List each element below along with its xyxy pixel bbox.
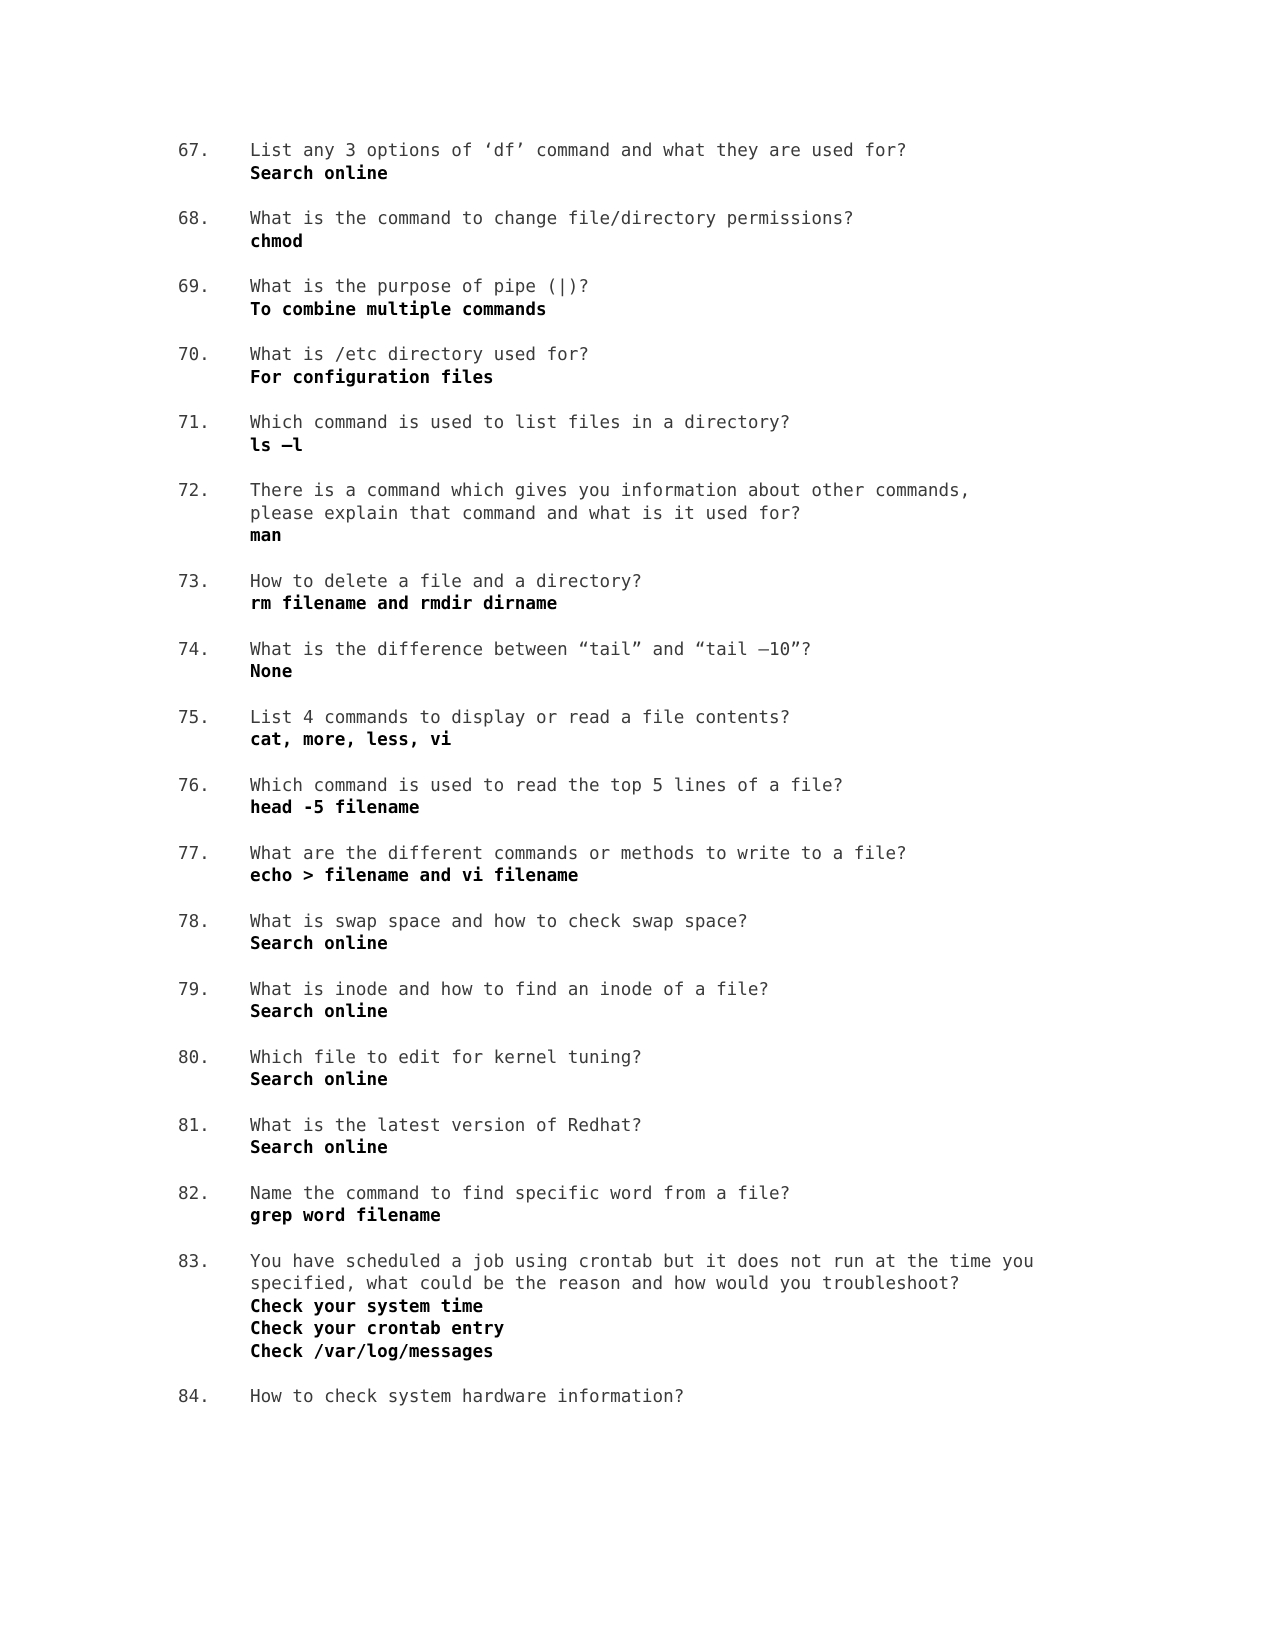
answer-line: rm filename and rmdir dirname [250,594,558,614]
answer-line: For configuration files [250,367,494,388]
qa-item [178,843,1125,888]
question-number: 73. [178,571,210,592]
qa-item [178,571,1125,616]
answer-block [250,661,1125,684]
question-number: 72. [178,481,210,501]
question-text: What is the purpose of pipe (|)? [250,277,589,297]
question-text: How to check system hardware information? [250,1387,685,1407]
question-number: 79. [178,979,210,1000]
answer-line: cat, more, less, vi [250,730,452,750]
answer-line: Search online [250,1070,388,1090]
question-number: 81. [178,1115,210,1136]
answer-block [250,367,1125,390]
qa-item [178,979,1125,1024]
question-text: List any 3 options of ‘df’ command and what they are used for? [250,141,907,161]
qa-item [178,1183,1125,1228]
answer-block [250,525,1125,548]
answer-block [250,593,1125,616]
answer-line: ls –l [250,435,303,456]
question-number: 77. [178,843,210,864]
answer-line: None [250,662,293,682]
answer-block [250,1069,1125,1092]
answer-line: Search online [250,1138,388,1158]
qa-item [178,480,1125,548]
question-number: 83. [178,1251,210,1272]
answer-block [250,933,1125,956]
question-number: 67. [178,141,210,161]
answer-line: Search online [250,1002,388,1022]
question-text: What is the difference between “tail” and “tail –10”? [250,639,812,660]
answer-block [250,865,1125,888]
answer-line: chmod [250,231,303,252]
answer-line: Search online [250,934,388,954]
question-number: 74. [178,639,210,660]
question-number: 71. [178,413,210,433]
question-number: 76. [178,775,210,796]
qa-item [178,639,1125,684]
answer-block [250,729,1125,752]
answer-line: Check your crontab entry [250,1319,505,1339]
answer-line: man [250,526,282,546]
question-text: Name the command to find specific word from a file? [250,1183,791,1204]
answer-block [250,797,1125,820]
question-number: 82. [178,1183,210,1204]
qa-item [178,707,1125,752]
qa-item [178,344,1125,389]
question-text: Which file to edit for kernel tuning? [250,1047,642,1068]
answer-line: To combine multiple commands [250,299,547,320]
question-text: Which command is used to read the top 5 lines of a file? [250,775,844,796]
question-text: What is the latest version of Redhat? [250,1115,642,1136]
answer-line: head -5 filename [250,798,420,818]
question-number: 75. [178,707,210,728]
answer-line: grep word filename [250,1206,441,1226]
question-text: Which command is used to list files in a directory? [250,413,791,433]
qa-item [178,1115,1125,1160]
answer-block [250,231,1125,254]
question-text: How to delete a file and a directory? [250,571,642,592]
question-text: You have scheduled a job using crontab but it does not run at the time you specified, what could be the reason and how would you troubleshoot? [250,1251,1045,1294]
qa-item [178,276,1125,321]
qa-item [178,208,1125,253]
answer-block [250,1296,1125,1364]
answer-block [250,1001,1125,1024]
answer-block [250,299,1125,322]
question-answer-list [178,140,1125,1409]
question-number: 68. [178,209,210,229]
question-text: There is a command which gives you information about other commands, please explain that command and what is it used for? [250,481,981,524]
qa-item [178,140,1125,185]
qa-item [178,911,1125,956]
qa-item [178,1047,1125,1092]
answer-line: Check your system time [250,1296,484,1317]
answer-line: Search online [250,163,388,184]
question-number: 80. [178,1047,210,1068]
answer-block [250,1137,1125,1160]
question-number: 69. [178,277,210,297]
answer-line: echo > filename and vi filename [250,866,579,886]
question-text: What is /etc directory used for? [250,345,589,365]
question-number: 70. [178,345,210,365]
qa-item [178,775,1125,820]
question-text: What is swap space and how to check swap space? [250,911,748,932]
answer-line: Check /var/log/messages [250,1341,494,1362]
qa-item [178,1251,1125,1364]
qa-item [178,1386,1125,1409]
answer-block [250,1205,1125,1228]
question-text: What are the different commands or methods to write to a file? [250,843,907,864]
answer-block [250,163,1125,186]
question-text: What is inode and how to find an inode of a file? [250,979,770,1000]
question-number: 78. [178,911,210,932]
question-text: What is the command to change file/directory permissions? [250,209,854,229]
answer-block [250,435,1125,458]
question-number: 84. [178,1387,210,1407]
qa-item [178,412,1125,457]
question-text: List 4 commands to display or read a file contents? [250,707,791,728]
